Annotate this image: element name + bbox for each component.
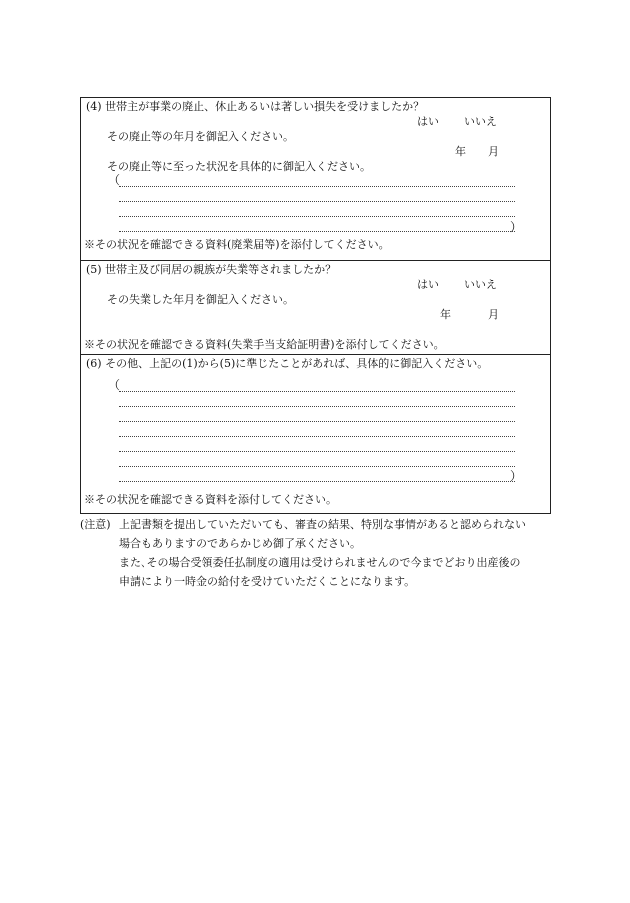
section-5-question: (5) 世帯主及び同居の親族が失業等されましたか？: [86, 263, 337, 276]
section-6-paren-open: （: [108, 378, 121, 392]
section-6-detail-line-6[interactable]: [119, 466, 515, 467]
notes-label: (注意): [80, 518, 111, 531]
section-4-yes-option[interactable]: はい: [417, 115, 439, 128]
section-4-date-prompt: その廃止等の年月を御記入ください。: [107, 130, 294, 143]
section-6-detail-line-7[interactable]: [119, 481, 515, 482]
notes-line-1: 上記書類を提出していただいても、審査の結果、特別な事情があると認められない: [119, 518, 526, 531]
section-6-detail-line-5[interactable]: [119, 451, 515, 452]
section-6-question: (6) その他、上記の(1)から(5)に準じたことがあれば、具体的に御記入ください。: [86, 357, 489, 370]
notes-line-2: 場合もありますのであらかじめ御了承ください。: [119, 537, 361, 550]
section-4-month-label: 月: [488, 145, 499, 158]
section-4-year-label: 年: [455, 145, 466, 158]
section-4-detail-line-4[interactable]: [119, 231, 515, 232]
section-6-paren-close: ）: [510, 469, 523, 483]
section-5-yes-option[interactable]: はい: [417, 278, 439, 291]
section-5-year-label: 年: [440, 308, 451, 321]
section-6-attach-note: ※その状況を確認できる資料を添付してください。: [84, 493, 337, 506]
section-4-paren-open: （: [108, 173, 121, 187]
section-6-detail-line-3[interactable]: [119, 421, 515, 422]
notes-line-3: また､その場合受領委任払制度の適用は受けられませんので今までどおり出産後の: [119, 556, 521, 569]
section-4-detail-line-2[interactable]: [119, 201, 515, 202]
section-6-detail-line-2[interactable]: [119, 406, 515, 407]
section-6-detail-line-1[interactable]: [119, 391, 515, 392]
section-6-detail-line-4[interactable]: [119, 436, 515, 437]
section-4-detail-prompt: その廃止等に至った状況を具体的に御記入ください。: [107, 160, 371, 173]
section-5-attach-note: ※その状況を確認できる資料(失業手当支給証明書)を添付してください。: [84, 338, 445, 351]
section-6-box: [80, 354, 551, 514]
section-4-paren-close: ）: [510, 220, 523, 234]
section-5-date-prompt: その失業した年月を御記入ください。: [107, 293, 294, 306]
section-4-question: (4) 世帯主が事業の廃止、休止あるいは著しい損失を受けましたか？: [86, 100, 425, 113]
section-5-month-label: 月: [488, 308, 499, 321]
section-4-no-option[interactable]: いいえ: [464, 115, 497, 128]
section-5-no-option[interactable]: いいえ: [464, 278, 497, 291]
section-4-detail-line-1[interactable]: [119, 186, 515, 187]
notes-line-4: 申請により一時金の給付を受けていただくことになります。: [119, 575, 416, 588]
section-4-detail-line-3[interactable]: [119, 216, 515, 217]
section-4-attach-note: ※その状況を確認できる資料(廃業届等)を添付してください。: [84, 238, 390, 251]
